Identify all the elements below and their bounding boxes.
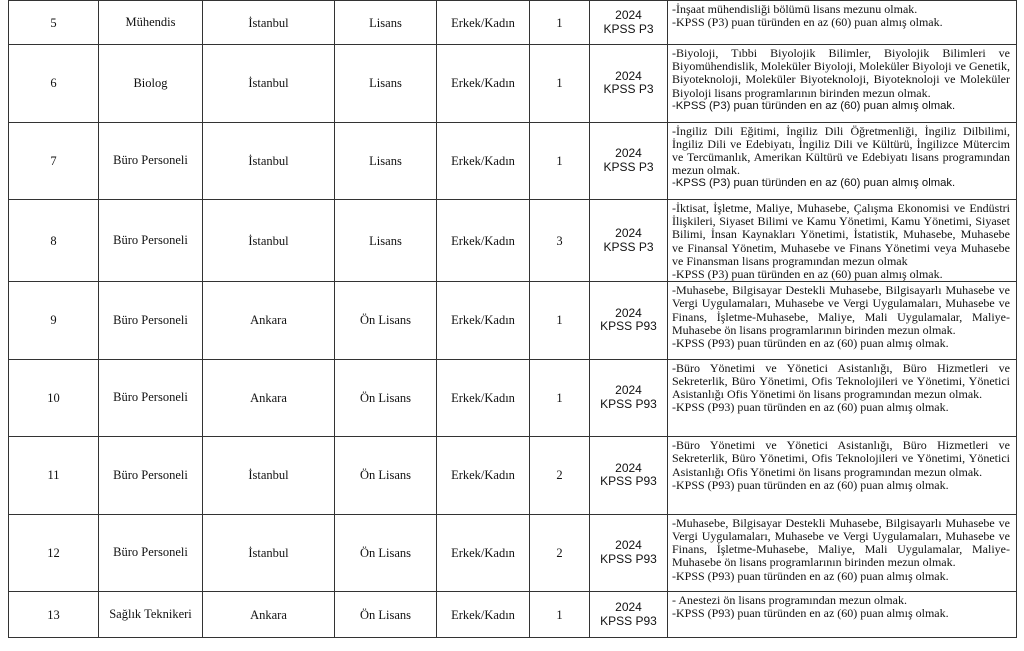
vacancy-count-cell: 1	[530, 1, 590, 45]
requirement-line: -KPSS (P93) puan türünden en az (60) puan almış olmak.	[672, 400, 949, 415]
exam-cell	[590, 200, 668, 282]
exam-year: 2024	[615, 8, 642, 22]
exam-cell	[590, 437, 668, 515]
exam-year: 2024	[615, 68, 642, 83]
vacancy-count-cell: 3	[530, 200, 590, 282]
vacancy-count-cell: 1	[530, 45, 590, 123]
row-number-cell: 9	[9, 282, 99, 360]
requirements-cell	[668, 514, 1017, 592]
exam-year: 2024	[615, 305, 642, 320]
requirements-cell	[668, 1, 1017, 45]
city-cell: Ankara	[203, 359, 335, 437]
row-number-cell: 6	[9, 45, 99, 123]
position-cell: Büro Personeli	[99, 282, 203, 360]
vacancy-count-cell: 1	[530, 122, 590, 200]
table-row	[9, 1, 1017, 45]
requirement-line: -Büro Yönetimi ve Yönetici Asistanlığı, Büro Hizmetleri ve Sekreterlik, Büro Yönetimi, Ofis Teknolojileri ve Yönetimi, Yönetici Asistanlığı Ofis Yönetimi ön lisans programından mezun olmak.	[672, 438, 1010, 479]
gender-cell: Erkek/Kadın	[437, 122, 530, 200]
requirement-line: -Muhasebe, Bilgisayar Destekli Muhasebe, Bilgisayarlı Muhasebe ve Vergi Uygulamaları, Muhasebe ve Vergi Uygulamaları, Muhasebe ve Finans, İşletme-Muhasebe, Maliye, Mali Uygulamalar, Maliye-Muhasebe ön lisans programlarının birinden mezun olmak.	[672, 283, 1010, 337]
job-listing-table	[8, 0, 1017, 638]
requirements-cell	[668, 45, 1017, 123]
position-cell: Büro Personeli	[99, 359, 203, 437]
requirement-line: -KPSS (P3) puan türünden en az (60) puan almış olmak.	[672, 99, 956, 112]
exam-type: KPSS P3	[603, 21, 654, 36]
exam-type: KPSS P3	[603, 159, 654, 174]
gender-cell: Erkek/Kadın	[437, 437, 530, 515]
row-number-cell: 7	[9, 122, 99, 200]
table-body	[9, 1, 1017, 638]
requirement-line: -Biyoloji, Tıbbi Biyolojik Bilimler, Biyolojik Bilimleri ve Biyomühendislik, Moleküler Biyoloji, Moleküler Biyoloji ve Genetik, Biyoteknoloji, Moleküler Biyoteknoloji, Biyoteknoloji ve Moleküler Biyoloji lisans programlarının birinden mezun olmak.	[672, 46, 1010, 100]
education-level-cell: Ön Lisans	[335, 437, 437, 515]
city-cell: İstanbul	[203, 200, 335, 282]
requirement-line: -KPSS (P3) puan türünden en az (60) puan almış olmak.	[672, 267, 943, 282]
requirement-line: -İngiliz Dili Eğitimi, İngiliz Dili Öğretmenliği, İngiliz Dilbilimi, İngiliz Dili ve Edebiyatı, İngiliz Dili ve Kültürü, İngilizce Mütercim ve Tercümanlık, Amerikan Kültürü ve Edebiyatı lisans programından mezun olmak.	[672, 123, 1010, 178]
gender-cell: Erkek/Kadın	[437, 282, 530, 360]
requirement-line: -KPSS (P93) puan türünden en az (60) puan almış olmak.	[672, 336, 949, 351]
requirement-line: -KPSS (P3) puan türünden en az (60) puan almış olmak.	[672, 177, 956, 190]
position-cell: Büro Personeli	[99, 200, 203, 282]
city-cell: Ankara	[203, 282, 335, 360]
education-level-cell: Ön Lisans	[335, 514, 437, 592]
education-level-cell: Lisans	[335, 200, 437, 282]
requirement-line: -KPSS (P3) puan türünden en az (60) puan almış olmak.	[672, 15, 943, 30]
requirement-line: -Büro Yönetimi ve Yönetici Asistanlığı, Büro Hizmetleri ve Sekreterlik, Büro Yönetimi, Ofis Teknolojileri ve Yönetimi, Yönetici Asistanlığı Ofis Yönetimi ön lisans programından mezun olmak.	[672, 360, 1010, 402]
exam-year: 2024	[615, 538, 642, 553]
position-cell: Büro Personeli	[99, 122, 203, 200]
table-row	[9, 437, 1017, 515]
exam-type: KPSS P93	[600, 396, 657, 411]
requirement-line: -İnşaat mühendisliği bölümü lisans mezunu olmak.	[672, 2, 918, 16]
exam-type: KPSS P93	[600, 613, 657, 628]
row-number-cell: 13	[9, 592, 99, 638]
row-number-cell: 5	[9, 1, 99, 45]
education-level-cell: Ön Lisans	[335, 592, 437, 638]
gender-cell: Erkek/Kadın	[437, 592, 530, 638]
exam-type: KPSS P93	[600, 551, 657, 566]
requirement-line: -İktisat, İşletme, Maliye, Muhasebe, Çalışma Ekonomisi ve Endüstri İlişkileri, Siyaset Bilimi ve Kamu Yönetimi, Kamu Yönetimi, Siyaset Bilimi, İnsan Kaynakları Yönetimi, İstatistik, Muhasebe, Muhasebe ve Finansal Yönetim, Muhasebe ve Finans Yönetimi veya Muhasebe ve Finansman lisans programından mezun olmak	[672, 201, 1010, 268]
exam-year: 2024	[615, 146, 642, 161]
city-cell: Ankara	[203, 592, 335, 638]
exam-cell	[590, 122, 668, 200]
education-level-cell: Lisans	[335, 45, 437, 123]
exam-type: KPSS P93	[600, 319, 657, 334]
vacancy-count-cell: 1	[530, 282, 590, 360]
requirements-cell	[668, 122, 1017, 200]
gender-cell: Erkek/Kadın	[437, 1, 530, 45]
requirement-line: -KPSS (P93) puan türünden en az (60) puan almış olmak.	[672, 606, 949, 621]
row-number-cell: 8	[9, 200, 99, 282]
requirements-cell	[668, 437, 1017, 515]
gender-cell: Erkek/Kadın	[437, 45, 530, 123]
exam-type: KPSS P3	[603, 82, 654, 97]
education-level-cell: Ön Lisans	[335, 282, 437, 360]
position-cell: Sağlık Teknikeri	[99, 592, 203, 638]
vacancy-count-cell: 2	[530, 514, 590, 592]
vacancy-count-cell: 1	[530, 592, 590, 638]
education-level-cell: Lisans	[335, 122, 437, 200]
requirements-cell	[668, 200, 1017, 282]
requirement-line: -KPSS (P93) puan türünden en az (60) puan almış olmak.	[672, 477, 949, 492]
table-row	[9, 122, 1017, 200]
gender-cell: Erkek/Kadın	[437, 200, 530, 282]
exam-year: 2024	[615, 600, 642, 615]
row-number-cell: 11	[9, 437, 99, 515]
requirements-cell	[668, 359, 1017, 437]
education-level-cell: Lisans	[335, 1, 437, 45]
position-cell: Büro Personeli	[99, 514, 203, 592]
position-cell: Biolog	[99, 45, 203, 123]
table-row	[9, 282, 1017, 360]
vacancy-count-cell: 1	[530, 359, 590, 437]
gender-cell: Erkek/Kadın	[437, 359, 530, 437]
table-row	[9, 592, 1017, 638]
exam-cell	[590, 359, 668, 437]
city-cell: İstanbul	[203, 45, 335, 123]
table-row	[9, 359, 1017, 437]
requirement-line: -Muhasebe, Bilgisayar Destekli Muhasebe, Bilgisayarlı Muhasebe ve Vergi Uygulamaları, Muhasebe ve Vergi Uygulamaları, Muhasebe ve Finans, İşletme-Muhasebe, Maliye, Mali Uygulamalar, Maliye-Muhasebe ön lisans programlarının birinden mezun olmak.	[672, 515, 1010, 570]
gender-cell: Erkek/Kadın	[437, 514, 530, 592]
requirements-cell	[668, 282, 1017, 360]
table-row	[9, 200, 1017, 282]
requirement-line: - Anestezi ön lisans programından mezun olmak.	[672, 593, 907, 608]
exam-cell	[590, 592, 668, 638]
exam-cell	[590, 45, 668, 123]
vacancy-count-cell: 2	[530, 437, 590, 515]
requirements-cell	[668, 592, 1017, 638]
city-cell: İstanbul	[203, 122, 335, 200]
exam-cell	[590, 1, 668, 45]
position-cell: Büro Personeli	[99, 437, 203, 515]
exam-year: 2024	[615, 383, 642, 398]
exam-cell	[590, 282, 668, 360]
exam-year: 2024	[615, 226, 642, 241]
table-row	[9, 514, 1017, 592]
requirement-line: -KPSS (P93) puan türünden en az (60) puan almış olmak.	[672, 568, 949, 583]
row-number-cell: 10	[9, 359, 99, 437]
exam-type: KPSS P93	[600, 474, 657, 489]
exam-year: 2024	[615, 460, 642, 475]
table-row	[9, 45, 1017, 123]
exam-cell	[590, 514, 668, 592]
row-number-cell: 12	[9, 514, 99, 592]
city-cell: İstanbul	[203, 1, 335, 45]
city-cell: İstanbul	[203, 437, 335, 515]
exam-type: KPSS P3	[603, 239, 654, 254]
education-level-cell: Ön Lisans	[335, 359, 437, 437]
city-cell: İstanbul	[203, 514, 335, 592]
position-cell: Mühendis	[99, 1, 203, 45]
